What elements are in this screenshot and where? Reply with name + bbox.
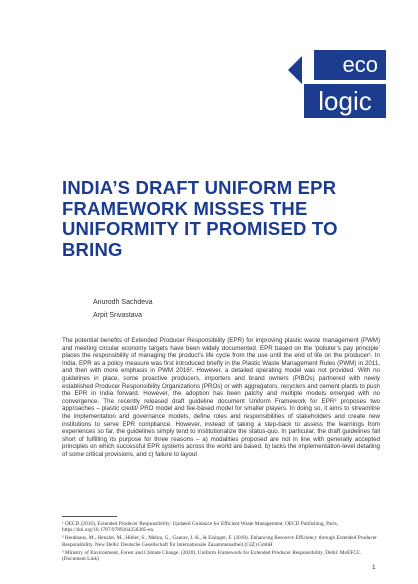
logo-eco: eco bbox=[314, 50, 386, 80]
author-name: Anurodh Sachdeva bbox=[93, 299, 153, 306]
document-title: INDIA’S DRAFT UNIFORM EPR FRAMEWORK MISSES THE UNIFORMITY IT PROMISED TO BRING bbox=[62, 177, 338, 260]
footnote-2: ² Henkhaus, M., Henzler, M., Hibler, S., Mehra, G., Gaurav, J. K., & Eisinger, F. (2018). Enhancing Resource Efficiency through Extended Producer Responsibility. New Delhi: Deutsche Gesellschaft für Internationale Zusammenarbeit (GIZ) GmbH bbox=[62, 535, 377, 548]
body-paragraph: The potential benefits of Extended Producer Responsibility (EPR) for improving plastic waste management (PWM) and meeting circular economy targets have been widely documented. EPR based on the ‘polluter’s pay principle’ places the responsibility of managing the product’s life cycle from the use until the end of life on the producer¹. In India, EPR as a policy measure was first introduced briefly in the Plastic Waste Management Rules (PWM) in 2011, and then with more emphasis in PWM 2016². However, a detailed operating model was not provided. With no guidelines in place, some proactive producers, importers and brand owners (PIBOs) partnered with newly established Producer Responsibility Organizations (PROs) or with aggregators, recyclers and cement plants to push the EPR in India forward. However, the adoption has been patchy and multiple models emerged with no convergence. The recently released draft guideline document Uniform Framework for EPR³ proposes two approaches – plastic credit/ PRO model and fee-based model for smaller players. In doing so, it aims to streamline the implementation and governance models, define roles and responsibilities of stakeholders and create new institutions to serve EPR compliance. However, instead of taking a step-back to assess the learnings from experiences so far, the guidelines simply tend to institutionalize the status-quo. In particular, the draft guidelines fall short of fulfilling its purpose for three reasons – a) modalities proposed are not in line with generally accepted principles on which successful EPR systems across the world are based, b) lacks the implementation-level detailing of some critical provisions, and c) failure to layout bbox=[62, 337, 380, 458]
footnote-3: ³ Ministry of Environment, Forest and Climate Change. (2020). Uniform Framework for Extended Producer Responsibility. Delhi: MoEFCC. (Document Link) bbox=[62, 549, 362, 563]
logo-logic: logic bbox=[304, 84, 386, 118]
footnotes bbox=[62, 521, 380, 564]
footnote-1: ¹ OECD (2016), Extended Producer Responsibility: Updated Guidance for Efficient Waste Management, OECD Publishing, Paris, https://doi.org/10.1787/9789264256385-en. bbox=[62, 521, 339, 534]
page-number: 1 bbox=[372, 564, 376, 571]
footnote-divider bbox=[62, 516, 117, 517]
author-name: Arpit Srivastava bbox=[93, 312, 143, 319]
ecologic-logo bbox=[304, 50, 386, 118]
logo-chevron bbox=[288, 56, 302, 84]
author-list bbox=[93, 296, 153, 322]
